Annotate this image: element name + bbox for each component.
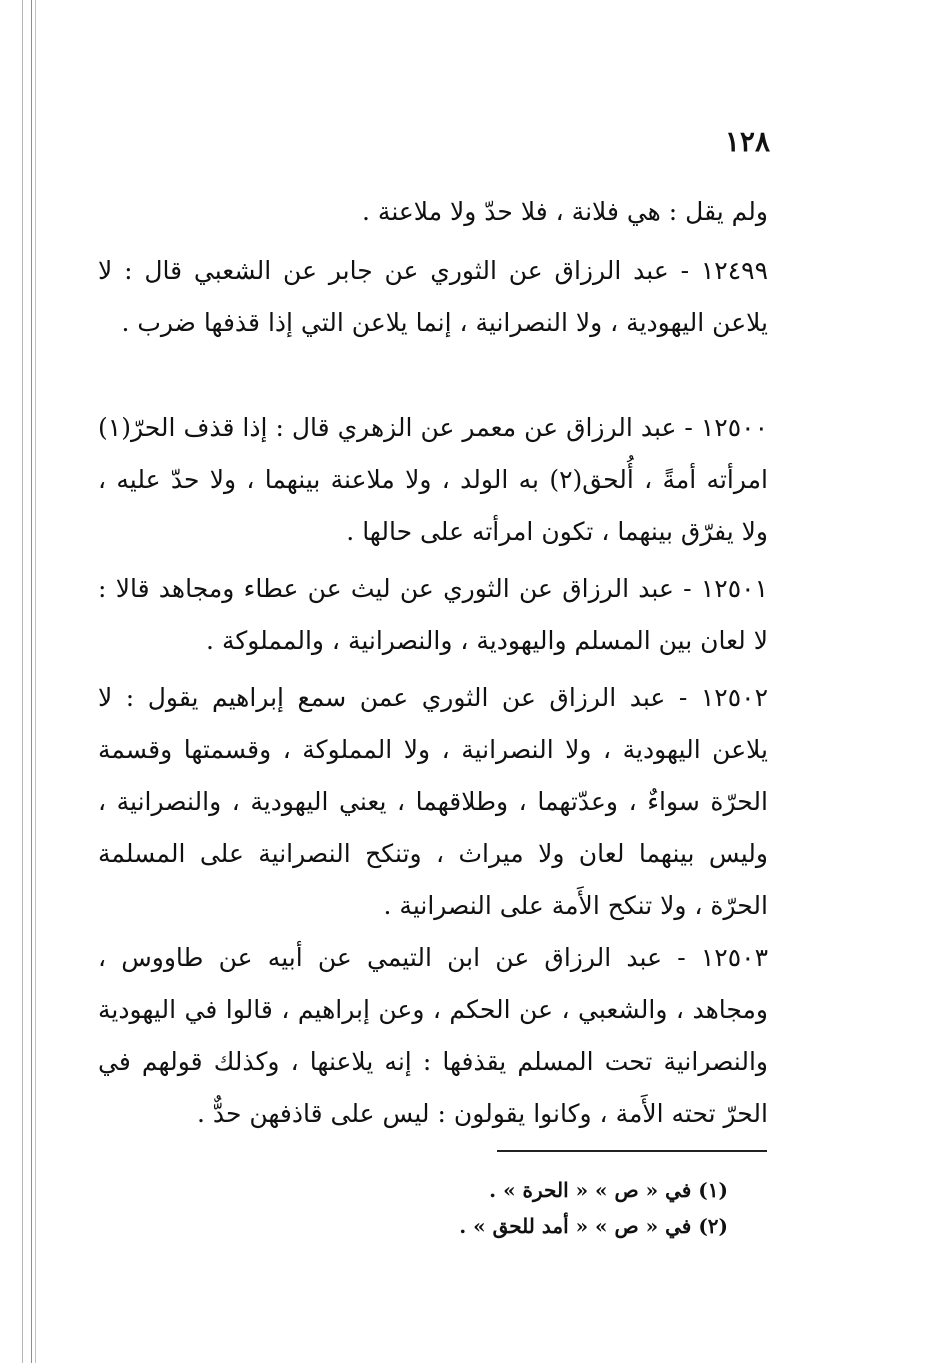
scan-edge-line: [35, 0, 36, 1363]
footnote-separator: [497, 1150, 767, 1152]
hadith-paragraph-12499: [98, 245, 768, 349]
paragraph-text: ولم يقل : هي فلانة ، فلا حدّ ولا ملاعنة .: [362, 197, 768, 226]
paragraph-text: ١٢٥٠١ - عبد الرزاق عن الثوري عن ليث عن عطاء ومجاهد قالا : لا لعان بين المسلم واليهودية ، والنصرانية ، والمملوكة .: [98, 574, 768, 655]
hadith-paragraph-12503: [98, 932, 768, 1140]
footnote-2: (٢) في « ص » « أمد للحق » .: [459, 1214, 728, 1238]
paragraph-text: ١٢٥٠٠ - عبد الرزاق عن معمر عن الزهري قال : إذا قذف الحرّ(١) امرأته أمةً ، أُلحق(٢) به الولد ، ولا ملاعنة بينهما ، ولا حدّ عليه ، ولا يفرّق بينهما ، تكون امرأته على حالها .: [98, 413, 768, 546]
page-number: ١٢٨: [724, 125, 770, 158]
paragraph-text: ١٢٥٠٣ - عبد الرزاق عن ابن التيمي عن أبيه عن طاووس ، ومجاهد ، والشعبي ، عن الحكم ، وعن إبراهيم ، قالوا في اليهودية والنصرانية تحت المسلم يقذفها : إنه يلاعنها ، وكذلك قولهم في الحرّ تحته الأَمة ، وكانوا يقولون : ليس على قاذفهن حدٌّ .: [98, 943, 768, 1128]
scan-edge-line: [22, 0, 23, 1363]
hadith-paragraph-12501: [98, 563, 768, 667]
scan-edge-line: [31, 0, 32, 1363]
paragraph-continuation: [98, 186, 768, 238]
hadith-paragraph-12502: [98, 672, 768, 932]
hadith-paragraph-12500: [98, 402, 768, 558]
paragraph-text: ١٢٤٩٩ - عبد الرزاق عن الثوري عن جابر عن الشعبي قال : لا يلاعن اليهودية ، ولا النصرانية ، إنما يلاعن التي إذا قذفها ضرب .: [98, 256, 768, 337]
footnotes: [300, 1172, 728, 1244]
footnote-1: (١) في « ص » « الحرة » .: [489, 1178, 728, 1202]
paragraph-text: ١٢٥٠٢ - عبد الرزاق عن الثوري عمن سمع إبراهيم يقول : لا يلاعن اليهودية ، ولا النصرانية ، ولا المملوكة ، وقسمتها وقسمة الحرّة سواءٌ ، وعدّتهما ، وطلاقهما ، يعني اليهودية ، والنصرانية ، وليس بينهما لعان ولا ميراث ، وتنكح النصرانية على المسلمة الحرّة ، ولا تنكح الأَمة على النصرانية .: [98, 683, 768, 920]
